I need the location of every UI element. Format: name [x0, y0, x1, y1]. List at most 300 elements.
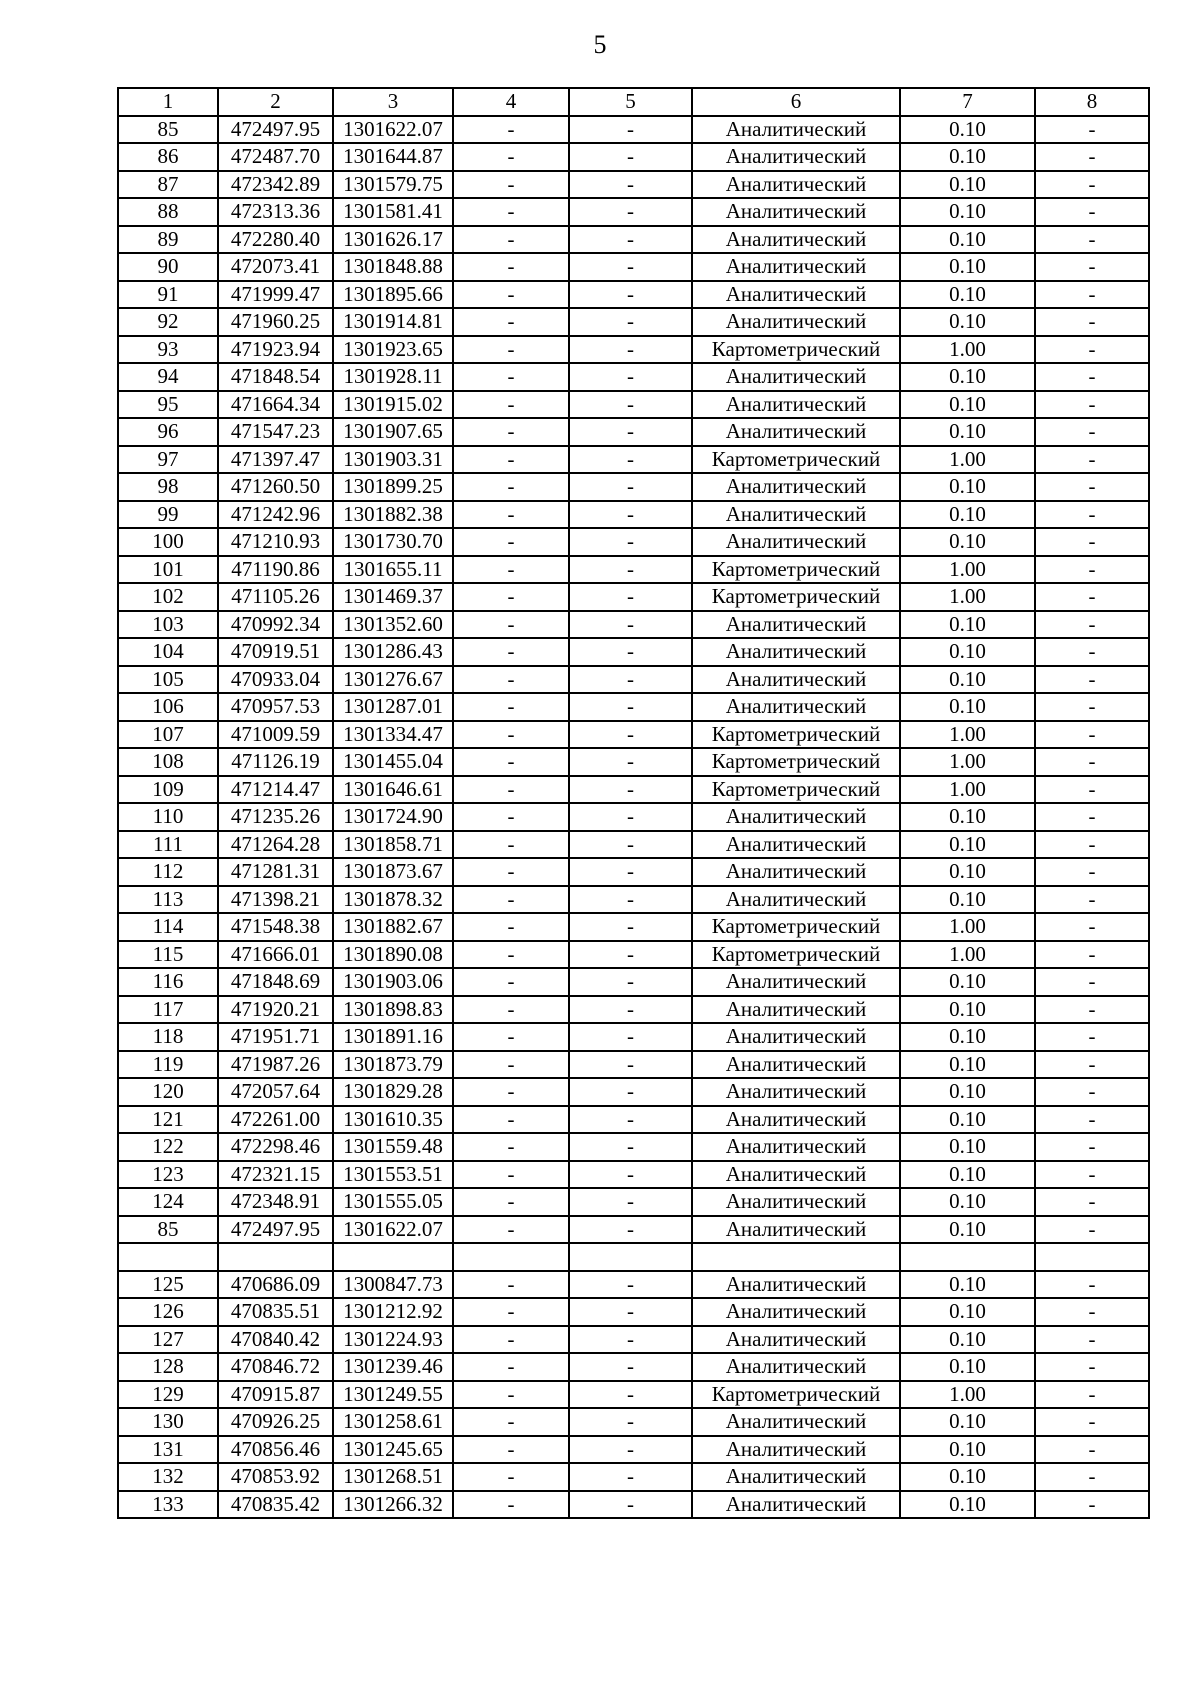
- y-coordinate-cell: 1301724.90: [333, 803, 453, 831]
- y-coordinate-cell: 1301655.11: [333, 556, 453, 584]
- method-cell: Аналитический: [692, 226, 900, 254]
- table-row: [118, 1078, 1149, 1106]
- x-coordinate-cell: 470856.46: [218, 1436, 333, 1464]
- table-row: [118, 996, 1149, 1024]
- column-5-cell: -: [569, 501, 692, 529]
- column-8-cell: -: [1035, 941, 1149, 969]
- column-4-cell: -: [453, 968, 569, 996]
- table-row: [118, 1408, 1149, 1436]
- column-5-cell: -: [569, 1381, 692, 1409]
- x-coordinate-cell: 470835.51: [218, 1298, 333, 1326]
- column-5-cell: -: [569, 886, 692, 914]
- column-5-cell: -: [569, 1408, 692, 1436]
- column-5-cell: -: [569, 1051, 692, 1079]
- y-coordinate-cell: 1301555.05: [333, 1188, 453, 1216]
- x-coordinate-cell: 471242.96: [218, 501, 333, 529]
- column-5-cell: -: [569, 336, 692, 364]
- column-5-cell: -: [569, 693, 692, 721]
- column-8-cell: -: [1035, 391, 1149, 419]
- y-coordinate-cell: 1301829.28: [333, 1078, 453, 1106]
- y-coordinate-cell: 1301287.01: [333, 693, 453, 721]
- accuracy-cell: 1.00: [900, 941, 1035, 969]
- table-row: [118, 418, 1149, 446]
- column-8-cell: -: [1035, 473, 1149, 501]
- column-5-cell: -: [569, 1106, 692, 1134]
- y-coordinate-cell: 1301286.43: [333, 638, 453, 666]
- y-coordinate-cell: 1301873.79: [333, 1051, 453, 1079]
- method-cell: Аналитический: [692, 1298, 900, 1326]
- point-number-cell: 118: [118, 1023, 218, 1051]
- x-coordinate-cell: 471210.93: [218, 528, 333, 556]
- column-8-cell: -: [1035, 913, 1149, 941]
- column-8-cell: -: [1035, 886, 1149, 914]
- accuracy-cell: 0.10: [900, 1298, 1035, 1326]
- column-4-cell: -: [453, 693, 569, 721]
- method-cell: Аналитический: [692, 418, 900, 446]
- accuracy-cell: 0.10: [900, 116, 1035, 144]
- method-cell: Аналитический: [692, 1436, 900, 1464]
- accuracy-cell: 0.10: [900, 996, 1035, 1024]
- table-row: [118, 1106, 1149, 1134]
- column-4-cell: [453, 1243, 569, 1271]
- column-8-cell: -: [1035, 1436, 1149, 1464]
- column-4-cell: -: [453, 638, 569, 666]
- method-cell: Аналитический: [692, 363, 900, 391]
- column-5-cell: -: [569, 446, 692, 474]
- column-5-cell: -: [569, 1078, 692, 1106]
- column-5-cell: -: [569, 638, 692, 666]
- table-row: [118, 941, 1149, 969]
- accuracy-cell: 0.10: [900, 886, 1035, 914]
- y-coordinate-cell: 1301239.46: [333, 1353, 453, 1381]
- x-coordinate-cell: 471260.50: [218, 473, 333, 501]
- point-number-cell: 96: [118, 418, 218, 446]
- method-cell: Картометрический: [692, 336, 900, 364]
- column-4-cell: -: [453, 1023, 569, 1051]
- column-8-cell: -: [1035, 1216, 1149, 1244]
- x-coordinate-cell: 471190.86: [218, 556, 333, 584]
- column-5-cell: -: [569, 831, 692, 859]
- column-8-cell: -: [1035, 336, 1149, 364]
- point-number-cell: [118, 1243, 218, 1271]
- column-8-cell: -: [1035, 116, 1149, 144]
- accuracy-cell: 0.10: [900, 666, 1035, 694]
- x-coordinate-cell: 471235.26: [218, 803, 333, 831]
- y-coordinate-cell: 1301455.04: [333, 748, 453, 776]
- column-8-cell: -: [1035, 1188, 1149, 1216]
- column-8-cell: -: [1035, 1271, 1149, 1299]
- column-8-cell: -: [1035, 171, 1149, 199]
- column-4-cell: -: [453, 1188, 569, 1216]
- point-number-cell: 94: [118, 363, 218, 391]
- y-coordinate-cell: 1301610.35: [333, 1106, 453, 1134]
- column-4-cell: -: [453, 528, 569, 556]
- table-row: [118, 473, 1149, 501]
- table-row: [118, 1353, 1149, 1381]
- table-row: [118, 831, 1149, 859]
- column-8-cell: -: [1035, 583, 1149, 611]
- column-5-cell: -: [569, 528, 692, 556]
- point-number-cell: 122: [118, 1133, 218, 1161]
- y-coordinate-cell: 1301915.02: [333, 391, 453, 419]
- accuracy-cell: 0.10: [900, 1408, 1035, 1436]
- table-row: [118, 363, 1149, 391]
- column-4-cell: -: [453, 1216, 569, 1244]
- method-cell: Аналитический: [692, 666, 900, 694]
- accuracy-cell: 0.10: [900, 968, 1035, 996]
- point-number-cell: 91: [118, 281, 218, 309]
- x-coordinate-cell: 470919.51: [218, 638, 333, 666]
- column-5-cell: -: [569, 171, 692, 199]
- method-cell: Аналитический: [692, 308, 900, 336]
- accuracy-cell: 0.10: [900, 1188, 1035, 1216]
- x-coordinate-cell: 470992.34: [218, 611, 333, 639]
- y-coordinate-cell: 1301644.87: [333, 143, 453, 171]
- x-coordinate-cell: 472298.46: [218, 1133, 333, 1161]
- method-cell: [692, 1243, 900, 1271]
- point-number-cell: 92: [118, 308, 218, 336]
- table-row: [118, 748, 1149, 776]
- accuracy-cell: 0.10: [900, 1271, 1035, 1299]
- table-row: [118, 1051, 1149, 1079]
- y-coordinate-cell: [333, 1243, 453, 1271]
- point-number-cell: 112: [118, 858, 218, 886]
- method-cell: Аналитический: [692, 116, 900, 144]
- method-cell: Картометрический: [692, 721, 900, 749]
- accuracy-cell: 1.00: [900, 748, 1035, 776]
- point-number-cell: 131: [118, 1436, 218, 1464]
- column-4-cell: -: [453, 391, 569, 419]
- method-cell: Аналитический: [692, 1326, 900, 1354]
- accuracy-cell: [900, 1243, 1035, 1271]
- header-row: [118, 88, 1149, 116]
- column-8-cell: -: [1035, 748, 1149, 776]
- column-8-cell: -: [1035, 1161, 1149, 1189]
- table-row: [118, 666, 1149, 694]
- table-row: [118, 1463, 1149, 1491]
- x-coordinate-cell: 471920.21: [218, 996, 333, 1024]
- column-4-cell: -: [453, 281, 569, 309]
- accuracy-cell: 0.10: [900, 418, 1035, 446]
- method-cell: Аналитический: [692, 501, 900, 529]
- accuracy-cell: 0.10: [900, 1023, 1035, 1051]
- y-coordinate-cell: 1301224.93: [333, 1326, 453, 1354]
- column-4-cell: -: [453, 721, 569, 749]
- column-4-cell: -: [453, 886, 569, 914]
- column-header: 4: [453, 88, 569, 116]
- x-coordinate-cell: 471548.38: [218, 913, 333, 941]
- x-coordinate-cell: 470926.25: [218, 1408, 333, 1436]
- column-8-cell: -: [1035, 803, 1149, 831]
- y-coordinate-cell: 1301553.51: [333, 1161, 453, 1189]
- method-cell: Аналитический: [692, 693, 900, 721]
- accuracy-cell: 1.00: [900, 583, 1035, 611]
- column-5-cell: -: [569, 803, 692, 831]
- column-5-cell: -: [569, 1216, 692, 1244]
- column-8-cell: -: [1035, 1353, 1149, 1381]
- accuracy-cell: 1.00: [900, 1381, 1035, 1409]
- method-cell: Аналитический: [692, 281, 900, 309]
- method-cell: Аналитический: [692, 1133, 900, 1161]
- table-row: [118, 226, 1149, 254]
- point-number-cell: 85: [118, 116, 218, 144]
- column-8-cell: -: [1035, 638, 1149, 666]
- column-4-cell: -: [453, 583, 569, 611]
- column-4-cell: -: [453, 831, 569, 859]
- y-coordinate-cell: 1301559.48: [333, 1133, 453, 1161]
- y-coordinate-cell: 1301895.66: [333, 281, 453, 309]
- x-coordinate-cell: 472487.70: [218, 143, 333, 171]
- x-coordinate-cell: 470915.87: [218, 1381, 333, 1409]
- table-row: [118, 913, 1149, 941]
- accuracy-cell: 0.10: [900, 1353, 1035, 1381]
- column-5-cell: -: [569, 941, 692, 969]
- x-coordinate-cell: 472342.89: [218, 171, 333, 199]
- point-number-cell: 129: [118, 1381, 218, 1409]
- x-coordinate-cell: 472057.64: [218, 1078, 333, 1106]
- column-5-cell: -: [569, 1326, 692, 1354]
- column-4-cell: -: [453, 1353, 569, 1381]
- accuracy-cell: 0.10: [900, 253, 1035, 281]
- table-row: [118, 171, 1149, 199]
- point-number-cell: 120: [118, 1078, 218, 1106]
- column-5-cell: -: [569, 116, 692, 144]
- table-row: [118, 253, 1149, 281]
- x-coordinate-cell: 470957.53: [218, 693, 333, 721]
- column-4-cell: -: [453, 1161, 569, 1189]
- column-8-cell: -: [1035, 858, 1149, 886]
- column-4-cell: -: [453, 1271, 569, 1299]
- x-coordinate-cell: 471848.54: [218, 363, 333, 391]
- accuracy-cell: 1.00: [900, 776, 1035, 804]
- column-5-cell: -: [569, 1023, 692, 1051]
- y-coordinate-cell: 1301579.75: [333, 171, 453, 199]
- column-8-cell: -: [1035, 253, 1149, 281]
- method-cell: Картометрический: [692, 941, 900, 969]
- method-cell: Аналитический: [692, 858, 900, 886]
- column-5-cell: [569, 1243, 692, 1271]
- accuracy-cell: 1.00: [900, 336, 1035, 364]
- column-5-cell: -: [569, 666, 692, 694]
- y-coordinate-cell: 1301626.17: [333, 226, 453, 254]
- method-cell: Картометрический: [692, 556, 900, 584]
- point-number-cell: 116: [118, 968, 218, 996]
- column-8-cell: -: [1035, 693, 1149, 721]
- column-8-cell: -: [1035, 308, 1149, 336]
- y-coordinate-cell: 1301212.92: [333, 1298, 453, 1326]
- y-coordinate-cell: 1301352.60: [333, 611, 453, 639]
- accuracy-cell: 0.10: [900, 308, 1035, 336]
- column-4-cell: -: [453, 996, 569, 1024]
- table-row: [118, 1023, 1149, 1051]
- column-5-cell: -: [569, 226, 692, 254]
- column-5-cell: -: [569, 1188, 692, 1216]
- column-4-cell: -: [453, 336, 569, 364]
- table-row: [118, 1188, 1149, 1216]
- column-8-cell: -: [1035, 198, 1149, 226]
- y-coordinate-cell: 1301882.38: [333, 501, 453, 529]
- accuracy-cell: 0.10: [900, 1463, 1035, 1491]
- column-8-cell: -: [1035, 996, 1149, 1024]
- point-number-cell: 127: [118, 1326, 218, 1354]
- point-number-cell: 95: [118, 391, 218, 419]
- x-coordinate-cell: 471009.59: [218, 721, 333, 749]
- accuracy-cell: 0.10: [900, 693, 1035, 721]
- accuracy-cell: 0.10: [900, 1491, 1035, 1519]
- point-number-cell: 106: [118, 693, 218, 721]
- table-row: [118, 143, 1149, 171]
- accuracy-cell: 0.10: [900, 803, 1035, 831]
- column-header: 1: [118, 88, 218, 116]
- accuracy-cell: 0.10: [900, 1161, 1035, 1189]
- column-5-cell: -: [569, 1161, 692, 1189]
- method-cell: Аналитический: [692, 253, 900, 281]
- method-cell: Аналитический: [692, 473, 900, 501]
- y-coordinate-cell: 1301245.65: [333, 1436, 453, 1464]
- method-cell: Картометрический: [692, 913, 900, 941]
- y-coordinate-cell: 1301858.71: [333, 831, 453, 859]
- column-4-cell: -: [453, 941, 569, 969]
- column-4-cell: -: [453, 556, 569, 584]
- table-row: [118, 858, 1149, 886]
- accuracy-cell: 0.10: [900, 528, 1035, 556]
- column-8-cell: -: [1035, 418, 1149, 446]
- column-4-cell: -: [453, 776, 569, 804]
- method-cell: Картометрический: [692, 748, 900, 776]
- point-number-cell: 132: [118, 1463, 218, 1491]
- table-row: [118, 693, 1149, 721]
- x-coordinate-cell: 471214.47: [218, 776, 333, 804]
- accuracy-cell: 0.10: [900, 858, 1035, 886]
- table-row: [118, 446, 1149, 474]
- point-number-cell: 130: [118, 1408, 218, 1436]
- table-row: [118, 1216, 1149, 1244]
- point-number-cell: 114: [118, 913, 218, 941]
- y-coordinate-cell: 1301928.11: [333, 363, 453, 391]
- x-coordinate-cell: 470835.42: [218, 1491, 333, 1519]
- column-4-cell: -: [453, 858, 569, 886]
- method-cell: Аналитический: [692, 803, 900, 831]
- accuracy-cell: 0.10: [900, 1078, 1035, 1106]
- table-row: [118, 1298, 1149, 1326]
- point-number-cell: 105: [118, 666, 218, 694]
- point-number-cell: 104: [118, 638, 218, 666]
- accuracy-cell: 0.10: [900, 1326, 1035, 1354]
- column-5-cell: -: [569, 1133, 692, 1161]
- method-cell: Аналитический: [692, 1078, 900, 1106]
- column-8-cell: -: [1035, 281, 1149, 309]
- table-row: [118, 583, 1149, 611]
- column-4-cell: -: [453, 473, 569, 501]
- y-coordinate-cell: 1301730.70: [333, 528, 453, 556]
- table-row: [118, 1491, 1149, 1519]
- column-4-cell: -: [453, 198, 569, 226]
- method-cell: Аналитический: [692, 831, 900, 859]
- accuracy-cell: 0.10: [900, 391, 1035, 419]
- method-cell: Аналитический: [692, 1271, 900, 1299]
- point-number-cell: 126: [118, 1298, 218, 1326]
- column-4-cell: -: [453, 1491, 569, 1519]
- column-header: 8: [1035, 88, 1149, 116]
- column-4-cell: -: [453, 1051, 569, 1079]
- column-4-cell: -: [453, 116, 569, 144]
- column-4-cell: -: [453, 803, 569, 831]
- accuracy-cell: 0.10: [900, 501, 1035, 529]
- y-coordinate-cell: 1301469.37: [333, 583, 453, 611]
- x-coordinate-cell: 470840.42: [218, 1326, 333, 1354]
- column-4-cell: -: [453, 1298, 569, 1326]
- table-row: [118, 611, 1149, 639]
- column-5-cell: -: [569, 858, 692, 886]
- column-5-cell: -: [569, 281, 692, 309]
- point-number-cell: 110: [118, 803, 218, 831]
- x-coordinate-cell: 470853.92: [218, 1463, 333, 1491]
- x-coordinate-cell: 471923.94: [218, 336, 333, 364]
- column-5-cell: -: [569, 308, 692, 336]
- point-number-cell: 100: [118, 528, 218, 556]
- y-coordinate-cell: 1301873.67: [333, 858, 453, 886]
- y-coordinate-cell: 1301266.32: [333, 1491, 453, 1519]
- table-row: [118, 803, 1149, 831]
- point-number-cell: 99: [118, 501, 218, 529]
- table-row: [118, 528, 1149, 556]
- column-5-cell: -: [569, 1463, 692, 1491]
- column-4-cell: -: [453, 1408, 569, 1436]
- point-number-cell: 119: [118, 1051, 218, 1079]
- column-5-cell: -: [569, 418, 692, 446]
- table-row: [118, 638, 1149, 666]
- point-number-cell: 107: [118, 721, 218, 749]
- x-coordinate-cell: 470846.72: [218, 1353, 333, 1381]
- method-cell: Аналитический: [692, 171, 900, 199]
- x-coordinate-cell: 471398.21: [218, 886, 333, 914]
- column-4-cell: -: [453, 308, 569, 336]
- x-coordinate-cell: 472497.95: [218, 116, 333, 144]
- column-4-cell: -: [453, 666, 569, 694]
- y-coordinate-cell: 1301622.07: [333, 116, 453, 144]
- accuracy-cell: 0.10: [900, 611, 1035, 639]
- y-coordinate-cell: 1301899.25: [333, 473, 453, 501]
- point-number-cell: 87: [118, 171, 218, 199]
- column-8-cell: -: [1035, 1023, 1149, 1051]
- column-4-cell: -: [453, 913, 569, 941]
- point-number-cell: 123: [118, 1161, 218, 1189]
- column-5-cell: -: [569, 968, 692, 996]
- point-number-cell: 90: [118, 253, 218, 281]
- column-8-cell: -: [1035, 968, 1149, 996]
- accuracy-cell: 0.10: [900, 226, 1035, 254]
- x-coordinate-cell: 472348.91: [218, 1188, 333, 1216]
- accuracy-cell: 0.10: [900, 198, 1035, 226]
- x-coordinate-cell: 471666.01: [218, 941, 333, 969]
- y-coordinate-cell: 1301276.67: [333, 666, 453, 694]
- column-4-cell: -: [453, 143, 569, 171]
- column-8-cell: [1035, 1243, 1149, 1271]
- point-number-cell: 111: [118, 831, 218, 859]
- column-4-cell: -: [453, 253, 569, 281]
- method-cell: Аналитический: [692, 528, 900, 556]
- x-coordinate-cell: 470686.09: [218, 1271, 333, 1299]
- x-coordinate-cell: 471987.26: [218, 1051, 333, 1079]
- column-8-cell: -: [1035, 1106, 1149, 1134]
- column-4-cell: -: [453, 363, 569, 391]
- column-5-cell: -: [569, 721, 692, 749]
- method-cell: Аналитический: [692, 1408, 900, 1436]
- y-coordinate-cell: 1301903.06: [333, 968, 453, 996]
- column-8-cell: -: [1035, 666, 1149, 694]
- x-coordinate-cell: 472497.95: [218, 1216, 333, 1244]
- y-coordinate-cell: 1301878.32: [333, 886, 453, 914]
